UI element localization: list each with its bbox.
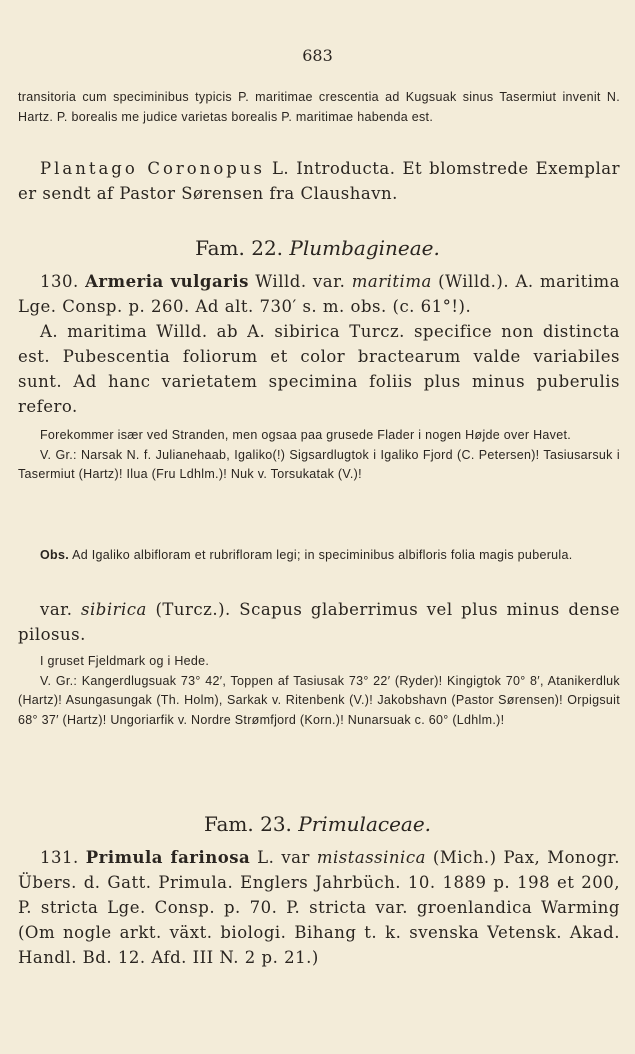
primula-synonymy: (Mich.) Pax, Monogr. Übers. d. Gatt. Primula. Englers Jahrbüch. 10. 1889 p. 198 et 200, P. stricta Lge. Consp. p. 70. P. stricta var. groenlandica Warming (Om nogle arkt. växt. biologi. Bihang t. k. svenska Vetensk. Akad. Handl. Bd. 12. Afd. III N. 2 p. 21.) [18,848,620,967]
sibirica-entry [18,597,620,647]
armeria-observation [18,546,620,566]
family-22-label: Fam. 22. [195,236,284,260]
sibirica-vgr-label: V. Gr.: [40,673,78,688]
family-23-label: Fam. 23. [203,812,292,836]
sibirica-habitat: I gruset Fjeldmark og i Hede. [40,654,210,668]
plantago-entry [18,156,620,206]
primula-number: 131. [40,848,79,867]
armeria-variety: maritima [351,272,432,291]
sibirica-prefix: var. [40,600,73,619]
armeria-synonymy: (Willd.). A. maritima Lge. Consp. p. 260. Ad alt. 730′ s. m. obs. (c. 61°!). [18,272,621,316]
primula-name: Primula farinosa [85,848,251,867]
primula-entry [18,845,620,970]
armeria-distribution [18,426,620,485]
armeria-name: Armeria vulgaris [85,272,249,291]
plantago-name: Plantago Coronopus [40,159,265,178]
sibirica-name: sibirica [81,600,147,619]
sibirica-description: (Turcz.). Scapus glaberrimus vel plus minus dense pilosus. [18,600,621,644]
armeria-obs-label: Obs. [40,548,69,562]
armeria-vgr-label: V. Gr.: [40,447,77,462]
sibirica-vgr-localities: Kangerdlugsuak 73° 42′, Toppen af Tasiusak 73° 22′ (Ryder)! Kingigtok 70° 8′, Atanikerdluk (Hartz)! Asungasungak (Th. Holm), Sarkak v. Ritenbenk (V.)! Jakobshavn (Pastor Sørensen)! Orpigsuit 68° 37′ (Hartz)! Ungoriarfik v. Nordre Strømfjord (Korn.)! Nunarsuak c. 60° (Ldhlm.)! [18,673,620,727]
plantago-author: L. [271,159,290,178]
page-number: 683 [302,46,333,65]
primula-variety: mistassinica [316,848,426,867]
intro-text: transitoria cum speciminibus typicis P. maritimae crescentia ad Kugsuak sinus Tasermiut invenit N. Hartz. P. borealis me judice varietas borealis P. maritimae habenda est. [18,90,620,124]
sibirica-distribution [18,652,620,730]
family-23-name: Primulaceae. [298,812,432,836]
plantago-text: Introducta. Et blomstrede Exemplar er sendt af Pastor Sørensen fra Claushavn. [18,159,621,203]
armeria-habitat: Forekommer især ved Stranden, men ogsaa paa grusede Flader i nogen Højde over Havet. [40,428,572,442]
armeria-obs-text: Ad Igaliko albifloram et rubrifloram legi; in speciminibus albifloris folia magis puberula. [72,548,573,562]
primula-author: L. var [257,848,310,867]
armeria-author: Willd. var. [255,272,346,291]
family-22-heading [0,236,635,260]
intro-paragraph [18,88,620,127]
family-22-name: Plumbagineae. [289,236,440,260]
armeria-number: 130. [40,272,79,291]
armeria-vgr-localities: Narsak N. f. Julianehaab, Igaliko(!) Sigsardlugtok i Igaliko Fjord (C. Petersen)! Tasiusarsuk i Tasermiut (Hartz)! Ilua (Fru Ldhlm.)! Nuk v. Torsukatak (V.)! [18,447,620,481]
family-23-heading [0,812,635,836]
armeria-description: A. maritima Willd. ab A. sibirica Turcz. specifice non distincta est. Pubescentia foliorum et color bractearum valde variabiles sunt. Ad hanc varietatem specimina foliis plus minus puberulis refero. [18,322,620,416]
armeria-entry [18,269,620,419]
